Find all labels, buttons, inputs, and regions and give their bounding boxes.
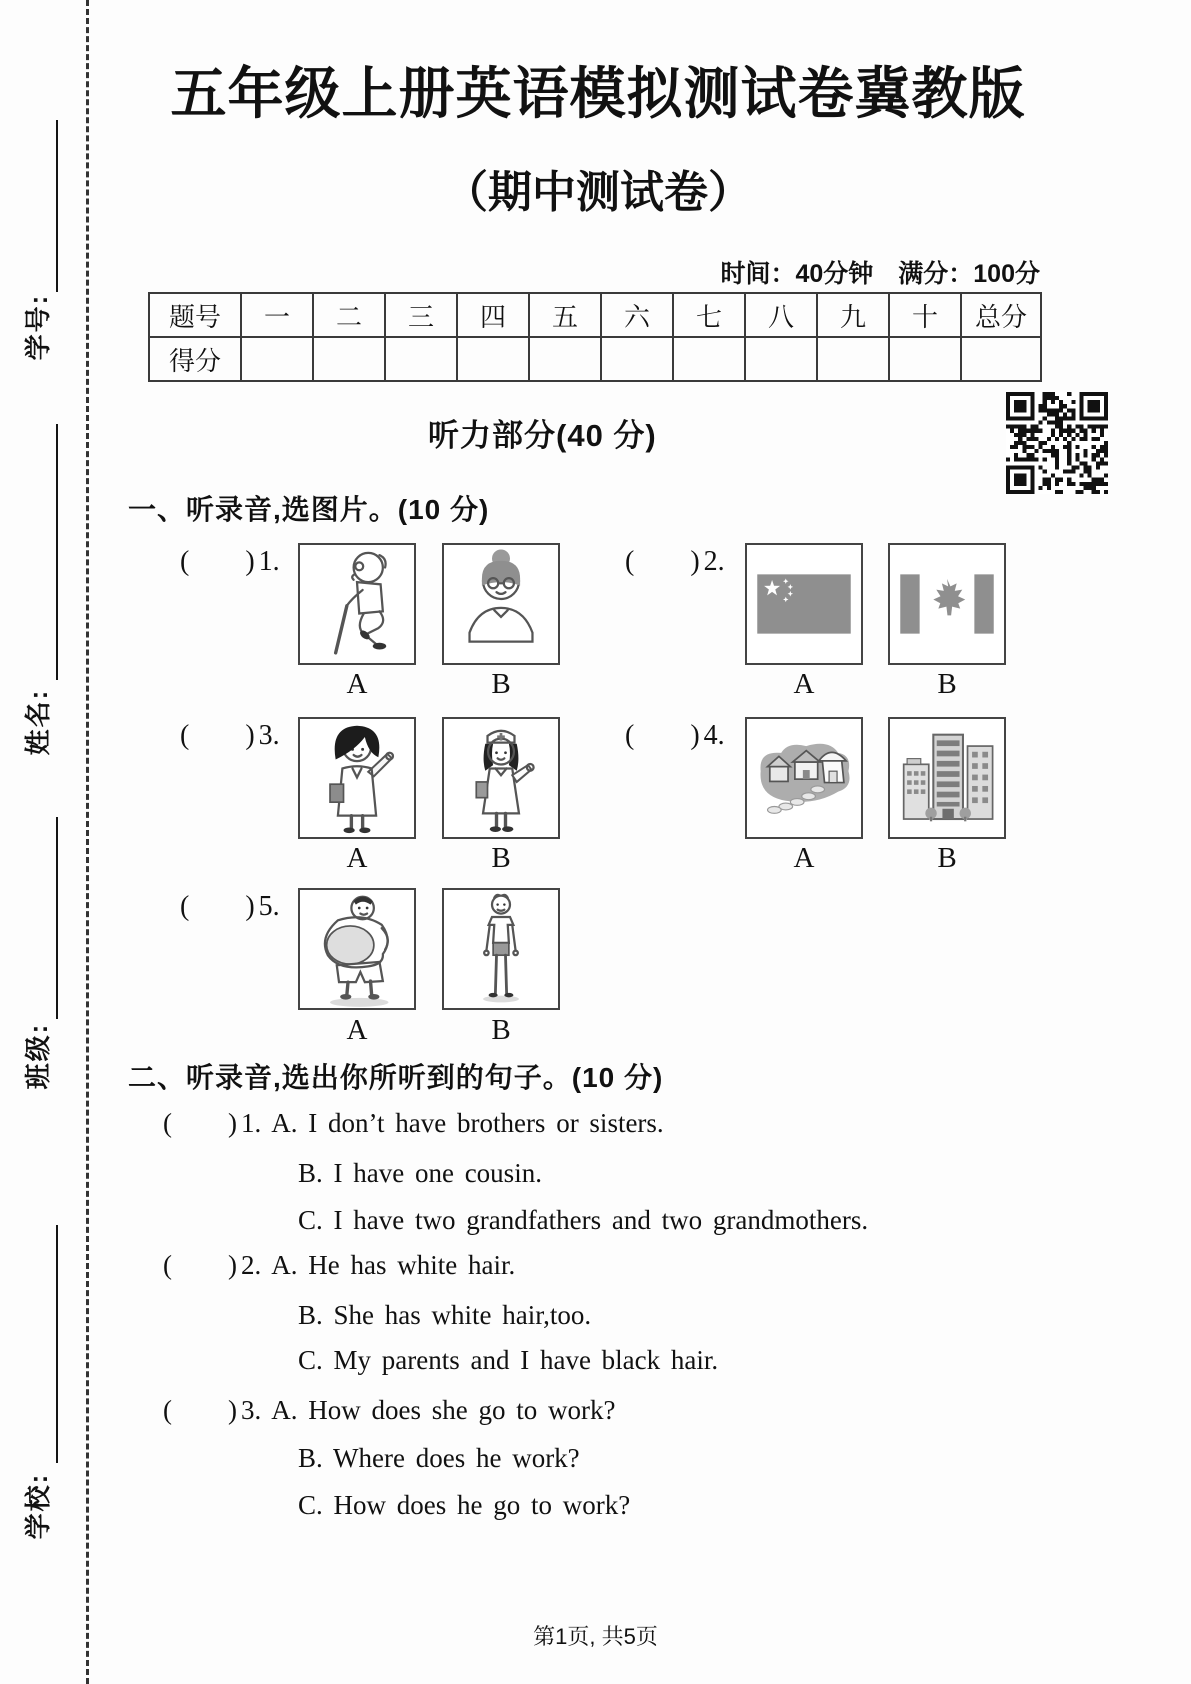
grandfather-image: [300, 545, 414, 663]
q3-option-b-label: B: [491, 842, 511, 874]
score-table-cell: 八: [745, 293, 817, 337]
answer-blank-q3: [180, 720, 280, 752]
score-table-empty-cell: [817, 337, 889, 381]
score-table-cell: 总分: [961, 293, 1041, 337]
part2-heading: 二、听录音,选出你所听到的句子。(10 分): [128, 1062, 664, 1093]
q2-option-b-image-box: [888, 543, 1006, 665]
q4-option-b-image-box: [888, 717, 1006, 839]
student-id-write-line: [56, 120, 58, 292]
question-number: 2.: [241, 1250, 262, 1280]
bracket-open: (: [163, 1108, 172, 1138]
village-houses-image: [747, 719, 861, 837]
bracket-close: ): [690, 546, 700, 577]
q4-option-a-image-box: [745, 717, 863, 839]
score-table-cell: 得分: [149, 337, 241, 381]
q2-option-a-image-box: [745, 543, 863, 665]
bracket-open: (: [163, 1395, 172, 1425]
score-table-empty-cell: [457, 337, 529, 381]
bracket-close: ): [228, 1108, 237, 1138]
score-table-empty-cell: [241, 337, 313, 381]
school-write-line: [56, 1225, 58, 1463]
q1-option-b-label: B: [491, 668, 511, 700]
answer-blank-q1: [180, 546, 280, 578]
score-table-empty-cell: [961, 337, 1041, 381]
question-number: 5.: [258, 891, 280, 922]
part2-q2-line-c: C. My parents and I have black hair.: [298, 1345, 719, 1375]
paper-title: 五年级上册英语模拟测试卷冀教版: [170, 62, 1026, 125]
score-table-cell: 三: [385, 293, 457, 337]
score-table-cell: 二: [313, 293, 385, 337]
city-buildings-image: [890, 719, 1004, 837]
listening-section-title: 听力部分(40 分): [428, 418, 657, 453]
question-number: 3.: [258, 720, 280, 751]
question-number: 4.: [703, 720, 725, 751]
score-table-cell: 一: [241, 293, 313, 337]
q5-option-b-label: B: [491, 1014, 511, 1046]
q2-option-b-label: B: [937, 668, 957, 700]
china-flag-image: [747, 545, 861, 663]
answer-blank-q4: [625, 720, 725, 752]
score-table-score-row: [149, 337, 1041, 381]
bracket-close: ): [690, 720, 700, 751]
score-table-header-row: [149, 293, 1041, 337]
canada-flag-image: [890, 545, 1004, 663]
bracket-open: (: [625, 546, 635, 577]
time-and-score-info: 时间：40分钟 满分：100分: [720, 260, 1040, 288]
bracket-close: ): [228, 1250, 237, 1280]
binding-dashed-line: [86, 0, 89, 1684]
part2-q1-line-c: C. I have two grandfathers and two grandmothers.: [298, 1205, 869, 1235]
teacher-image: [300, 719, 414, 837]
name-write-line: [56, 424, 58, 680]
score-table-empty-cell: [313, 337, 385, 381]
q1-option-a-image-box: [298, 543, 416, 665]
score-table-empty-cell: [385, 337, 457, 381]
page-number-footer: 第1页, 共5页: [533, 1624, 658, 1649]
score-table-cell: 九: [817, 293, 889, 337]
q3-option-a-image-box: [298, 717, 416, 839]
score-table-cell: 五: [529, 293, 601, 337]
score-table: [148, 292, 1042, 382]
part2-q3-line-c: C. How does he go to work?: [298, 1490, 631, 1520]
score-table-empty-cell: [889, 337, 961, 381]
name-label: 姓名:: [23, 688, 53, 756]
q4-option-a-label: A: [793, 842, 815, 874]
bracket-open: (: [625, 720, 635, 751]
fat-man-image: [300, 890, 414, 1008]
score-table-empty-cell: [529, 337, 601, 381]
score-table-cell: 六: [601, 293, 673, 337]
class-write-line: [56, 817, 58, 1019]
q1-option-a-label: A: [346, 668, 368, 700]
q3-option-b-image-box: [442, 717, 560, 839]
question-number: 2.: [703, 546, 725, 577]
answer-blank-q2: [625, 546, 725, 578]
part2-q1-line-a: [163, 1108, 664, 1139]
answer-blank-q5: [180, 891, 280, 923]
part1-heading: 一、听录音,选图片。(10 分): [128, 494, 490, 525]
bracket-close: ): [245, 720, 255, 751]
question-number: 3.: [241, 1395, 262, 1425]
q3-option-a-label: A: [346, 842, 368, 874]
grandmother-image: [444, 545, 558, 663]
option-text: A. How does she go to work?: [271, 1395, 616, 1425]
score-table-empty-cell: [601, 337, 673, 381]
q4-option-b-label: B: [937, 842, 957, 874]
part2-q3-line-a: [163, 1395, 615, 1426]
q5-option-b-image-box: [442, 888, 560, 1010]
q5-option-a-label: A: [346, 1014, 368, 1046]
bracket-close: ): [245, 546, 255, 577]
bracket-close: ): [228, 1395, 237, 1425]
part2-q3-line-b: B. Where does he work?: [298, 1443, 580, 1473]
q2-option-a-label: A: [793, 668, 815, 700]
q5-option-a-image-box: [298, 888, 416, 1010]
score-table-cell: 七: [673, 293, 745, 337]
score-table-cell: 十: [889, 293, 961, 337]
part2-q2-line-a: [163, 1250, 515, 1281]
bracket-open: (: [180, 891, 190, 922]
q1-option-b-image-box: [442, 543, 560, 665]
score-table-cell: 题号: [149, 293, 241, 337]
question-number: 1.: [258, 546, 280, 577]
paper-subtitle: （期中测试卷）: [444, 168, 752, 217]
score-table-empty-cell: [673, 337, 745, 381]
school-label: 学校:: [23, 1472, 53, 1540]
score-table-empty-cell: [745, 337, 817, 381]
question-number: 1.: [241, 1108, 262, 1138]
bracket-close: ): [245, 891, 255, 922]
score-table-cell: 四: [457, 293, 529, 337]
class-label: 班级:: [23, 1022, 53, 1090]
part2-q1-line-b: B. I have one cousin.: [298, 1158, 542, 1188]
nurse-image: [444, 719, 558, 837]
bracket-open: (: [180, 546, 190, 577]
option-text: A. I don’t have brothers or sisters.: [271, 1108, 664, 1138]
student-id-label: 学号:: [23, 293, 53, 361]
thin-man-image: [444, 890, 558, 1008]
bracket-open: (: [163, 1250, 172, 1280]
qr-code: [1006, 392, 1108, 494]
bracket-open: (: [180, 720, 190, 751]
part2-q2-line-b: B. She has white hair,too.: [298, 1300, 592, 1330]
option-text: A. He has white hair.: [271, 1250, 516, 1280]
